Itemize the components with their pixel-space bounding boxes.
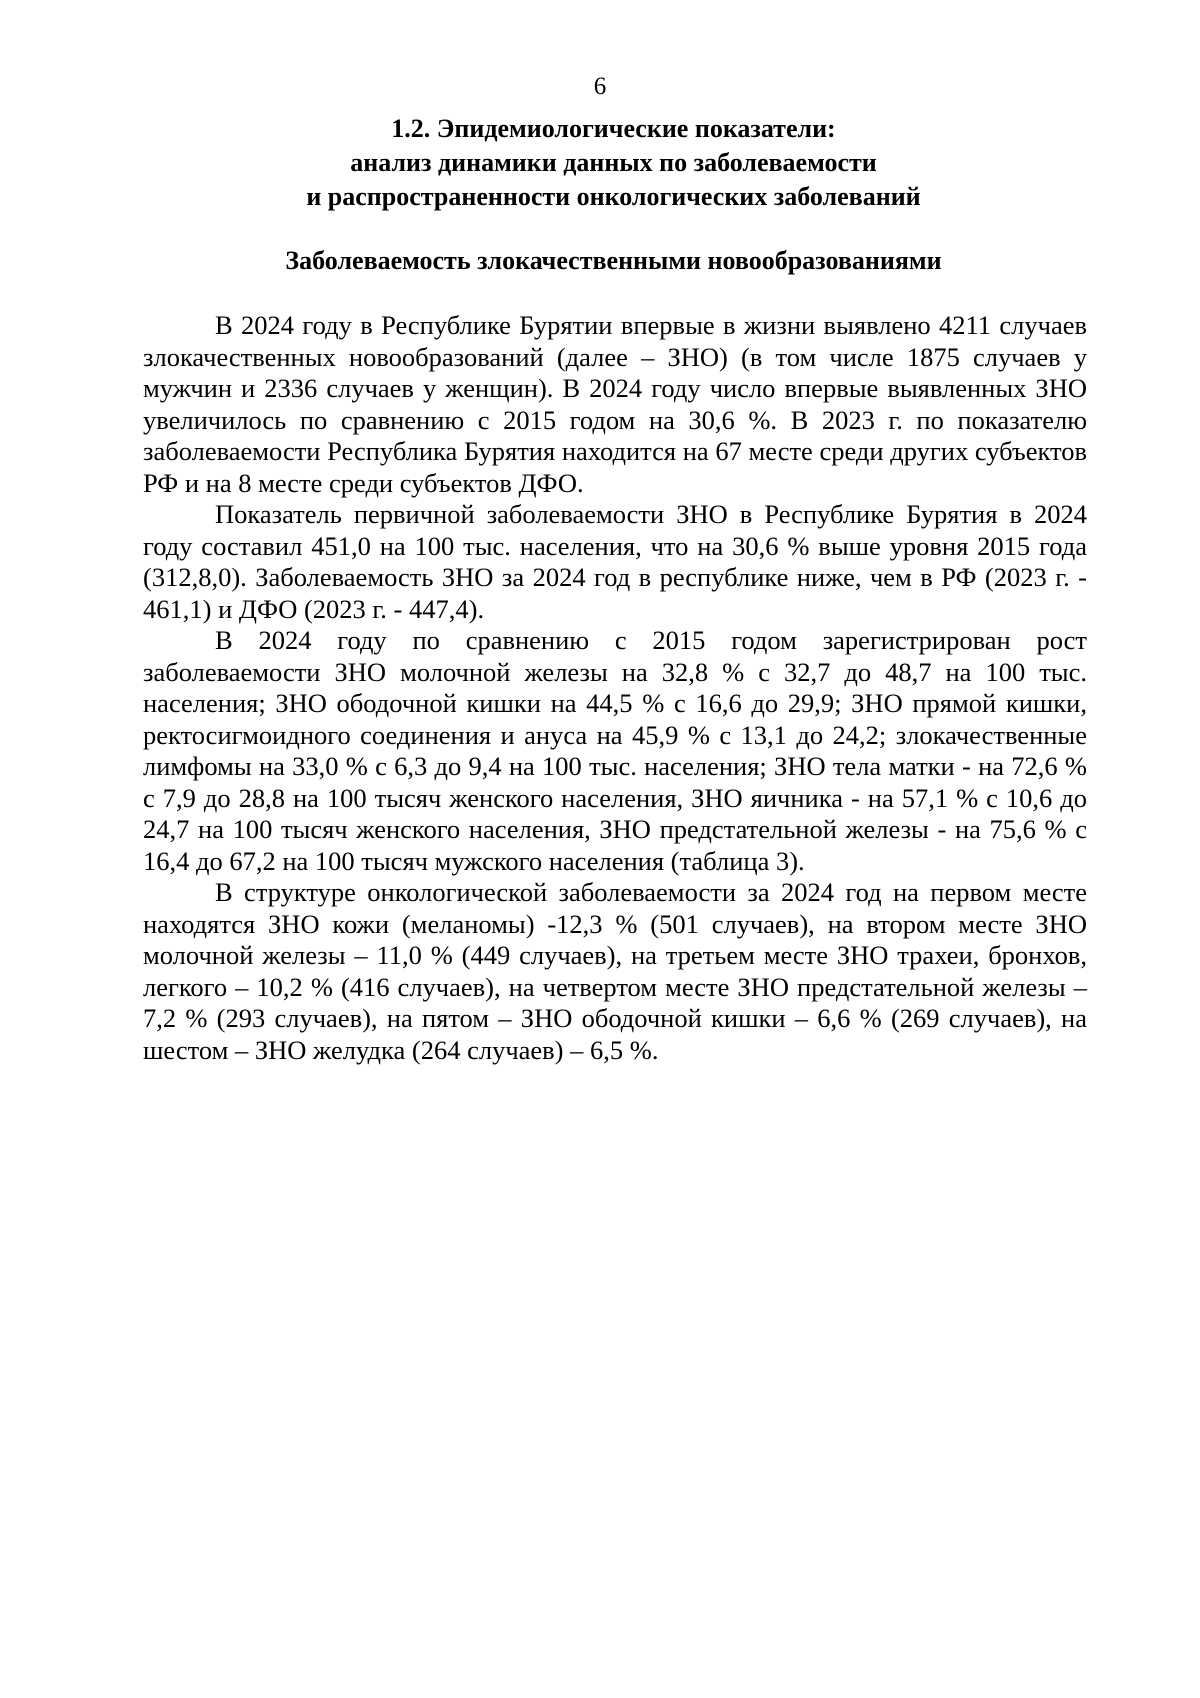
page-number: 6 bbox=[593, 73, 607, 100]
subsection-heading: Заболеваемость злокачественными новообразованиями bbox=[285, 246, 942, 275]
section-heading-line-2: анализ динамики данных по заболеваемости bbox=[350, 148, 877, 177]
section-heading-line-3: и распространенности онкологических заболеваний bbox=[306, 182, 921, 211]
paragraph-incidence-overview: В 2024 году в Республике Бурятии впервые в жизни выявлено 4211 случаев злокачественных новообразований (далее – ЗНО) (в том числе 1875 случаев у мужчин и 2336 случаев у женщин). В 2024 году число впервые выявленных ЗНО увеличилось по сравнению с 2015 годом на 30,6 %. В 2023 г. по показателю заболеваемости Республика Бурятия находится на 67 месте среди других субъектов РФ и на 8 месте среди субъектов ДФО. bbox=[143, 310, 1087, 498]
paragraph-growth-by-site: В 2024 году по сравнению с 2015 годом зарегистрирован рост заболеваемости ЗНО молочной железы на 32,8 % с 32,7 до 48,7 на 100 тыс. населения; ЗНО ободочной кишки на 44,5 % с 16,6 до 29,9; ЗНО прямой кишки, ректосигмоидного соединения и ануса на 45,9 % с 13,1 до 24,2; злокачественные лимфомы на 33,0 % с 6,3 до 9,4 на 100 тыс. населения; ЗНО тела матки - на 72,6 % с 7,9 до 28,8 на 100 тысяч женского населения, ЗНО яичника - на 57,1 % с 10,6 до 24,7 на 100 тысяч женского населения, ЗНО предстательной железы - на 75,6 % с 16,4 до 67,2 на 100 тысяч мужского населения (таблица 3). bbox=[143, 625, 1087, 876]
paragraph-incidence-structure: В структуре онкологической заболеваемости за 2024 год на первом месте находятся ЗНО кожи (меланомы) -12,3 % (501 случаев), на втором месте ЗНО молочной железы – 11,0 % (449 случаев), на третьем месте ЗНО трахеи, бронхов, легкого – 10,2 % (416 случаев), на четвертом месте ЗНО предстательной железы – 7,2 % (293 случаев), на пятом – ЗНО ободочной кишки – 6,6 % (269 случаев), на шестом – ЗНО желудка (264 случаев) – 6,5 %. bbox=[143, 877, 1087, 1065]
section-heading-line-1: 1.2. Эпидемиологические показатели: bbox=[391, 114, 836, 143]
body-text bbox=[143, 310, 1087, 1066]
section-heading bbox=[140, 112, 1087, 214]
paragraph-primary-incidence-rate: Показатель первичной заболеваемости ЗНО в Республике Бурятия в 2024 году составил 451,0 на 100 тыс. населения, что на 30,6 % выше уровня 2015 года (312,8,0). Заболеваемость ЗНО за 2024 год в республике ниже, чем в РФ (2023 г. - 461,1) и ДФО (2023 г. - 447,4). bbox=[143, 499, 1087, 624]
